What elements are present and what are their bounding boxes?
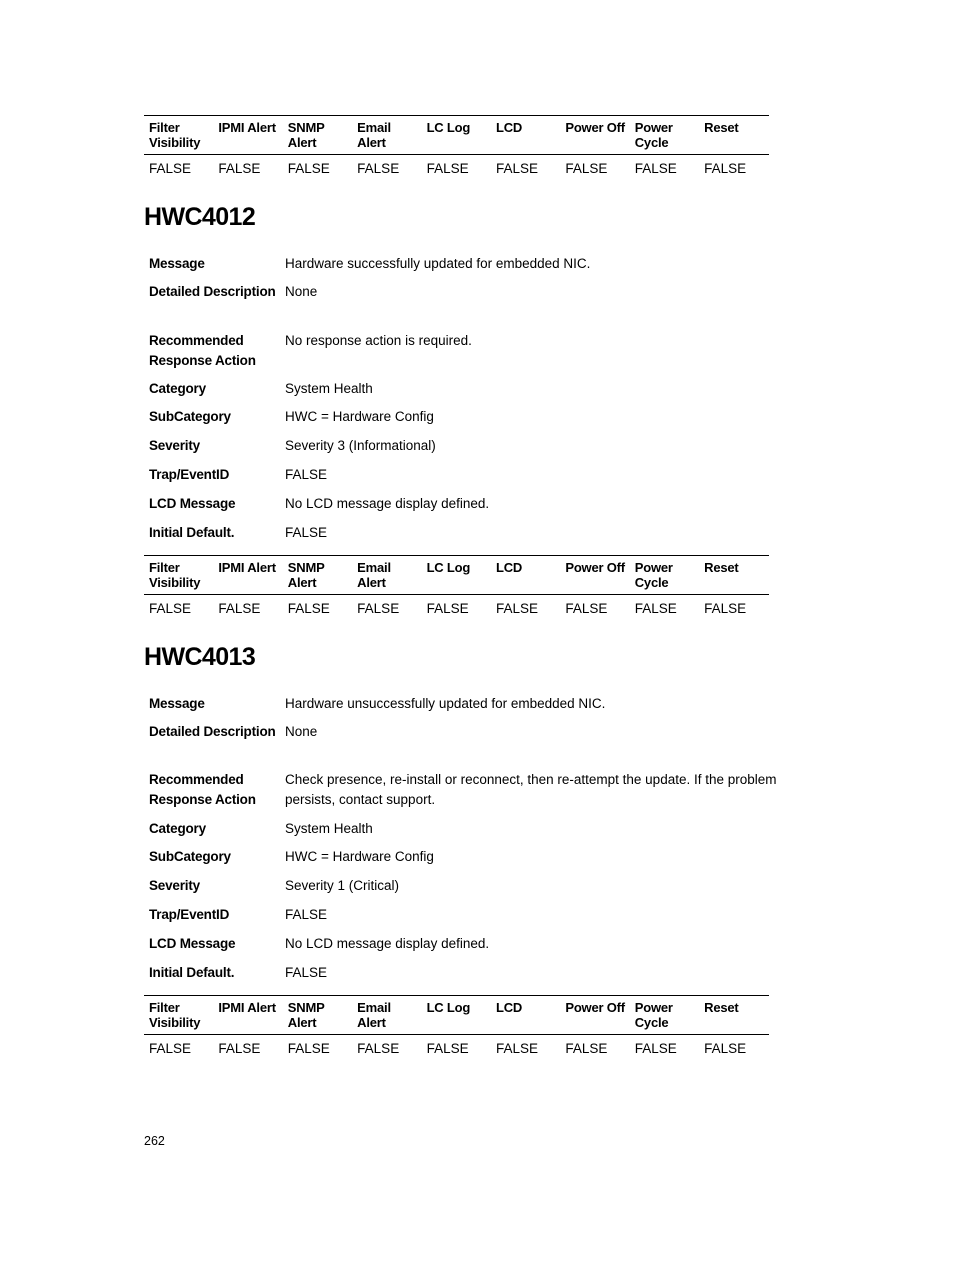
cell-reset: FALSE <box>704 1041 747 1056</box>
cell-power-off: FALSE <box>565 161 608 176</box>
cell-lcd: FALSE <box>495 1041 538 1056</box>
property-row-recommended-response-action <box>149 331 829 370</box>
property-value: FALSE <box>285 525 328 540</box>
property-value: FALSE <box>285 965 328 980</box>
property-row-detailed-description <box>149 722 829 742</box>
property-row-recommended-response-action <box>149 770 829 809</box>
property-row-trap-eventid <box>149 905 829 925</box>
cell-power-off: FALSE <box>565 601 608 616</box>
property-label: Trap/EventID <box>149 467 230 482</box>
cell-lc-log: FALSE <box>426 1041 469 1056</box>
cell-lcd: FALSE <box>495 161 538 176</box>
property-value: FALSE <box>285 907 328 922</box>
header-snmp-alert: SNMP Alert <box>287 560 325 590</box>
table-header-row <box>144 996 769 1035</box>
property-label: SubCategory <box>149 849 231 864</box>
cell-power-off: FALSE <box>565 1041 608 1056</box>
cell-filter-visibility: FALSE <box>149 161 192 176</box>
cell-lc-log: FALSE <box>426 161 469 176</box>
alert-actions-table-top <box>144 115 769 184</box>
property-row-initial-default <box>149 963 829 983</box>
header-ipmi-alert: IPMI Alert <box>218 120 276 135</box>
table-header-row <box>144 556 769 595</box>
property-label: Detailed Description <box>149 724 276 739</box>
header-reset: Reset <box>704 120 739 135</box>
header-lcd: LCD <box>495 120 523 135</box>
header-lcd: LCD <box>495 1000 523 1015</box>
property-row-message <box>149 694 829 714</box>
header-power-cycle: Power Cycle <box>634 120 673 150</box>
property-value: FALSE <box>285 467 328 482</box>
header-email-alert: Email Alert <box>357 1000 391 1030</box>
header-power-cycle: Power Cycle <box>634 1000 673 1030</box>
property-row-severity <box>149 436 829 456</box>
header-power-cycle: Power Cycle <box>634 560 673 590</box>
cell-email-alert: FALSE <box>357 161 400 176</box>
property-value: Hardware unsuccessfully updated for embedded NIC. <box>285 696 606 711</box>
property-value: System Health <box>285 821 373 836</box>
cell-reset: FALSE <box>704 601 747 616</box>
property-row-trap-eventid <box>149 465 829 485</box>
property-row-subcategory <box>149 847 829 867</box>
property-label: Recommended Response Action <box>149 772 256 807</box>
property-value: Hardware successfully updated for embedded NIC. <box>285 256 591 271</box>
header-filter-visibility: Filter Visibility <box>149 1000 201 1030</box>
property-value: No response action is required. <box>285 333 472 348</box>
header-reset: Reset <box>704 1000 739 1015</box>
property-row-subcategory <box>149 407 829 427</box>
property-value: Severity 1 (Critical) <box>285 878 400 893</box>
header-email-alert: Email Alert <box>357 120 391 150</box>
cell-snmp-alert: FALSE <box>287 161 330 176</box>
property-label: Message <box>149 256 205 271</box>
table-header-row <box>144 116 769 155</box>
header-lc-log: LC Log <box>426 560 471 575</box>
property-label: Message <box>149 696 205 711</box>
header-power-off: Power Off <box>565 1000 625 1015</box>
header-power-off: Power Off <box>565 560 625 575</box>
cell-reset: FALSE <box>704 161 747 176</box>
page-number: 262 <box>144 1134 165 1148</box>
property-value: Check presence, re-install or reconnect, then re-attempt the update. If the problem persists, contact support. <box>285 772 777 807</box>
header-power-off: Power Off <box>565 120 625 135</box>
property-label: Initial Default. <box>149 525 235 540</box>
property-row-category <box>149 819 829 839</box>
header-filter-visibility: Filter Visibility <box>149 560 201 590</box>
alert-actions-table-hwc4012 <box>144 555 769 624</box>
property-value: HWC = Hardware Config <box>285 409 434 424</box>
cell-ipmi-alert: FALSE <box>218 1041 261 1056</box>
property-row-message <box>149 254 829 274</box>
property-value: None <box>285 284 318 299</box>
section-title-hwc4012: HWC4012 <box>144 203 256 231</box>
property-value: HWC = Hardware Config <box>285 849 434 864</box>
property-label: Detailed Description <box>149 284 276 299</box>
property-row-initial-default <box>149 523 829 543</box>
property-label: Category <box>149 381 206 396</box>
cell-email-alert: FALSE <box>357 601 400 616</box>
property-label: Trap/EventID <box>149 907 230 922</box>
header-reset: Reset <box>704 560 739 575</box>
property-row-severity <box>149 876 829 896</box>
header-snmp-alert: SNMP Alert <box>287 120 325 150</box>
header-ipmi-alert: IPMI Alert <box>218 560 276 575</box>
property-value: None <box>285 724 318 739</box>
cell-email-alert: FALSE <box>357 1041 400 1056</box>
header-email-alert: Email Alert <box>357 560 391 590</box>
cell-ipmi-alert: FALSE <box>218 601 261 616</box>
property-label: LCD Message <box>149 936 236 951</box>
header-ipmi-alert: IPMI Alert <box>218 1000 276 1015</box>
table-row <box>144 155 769 184</box>
header-filter-visibility: Filter Visibility <box>149 120 201 150</box>
cell-snmp-alert: FALSE <box>287 1041 330 1056</box>
property-value: System Health <box>285 381 373 396</box>
section-title-hwc4013: HWC4013 <box>144 643 256 671</box>
property-label: Severity <box>149 438 200 453</box>
cell-power-cycle: FALSE <box>634 601 677 616</box>
cell-filter-visibility: FALSE <box>149 601 192 616</box>
property-label: SubCategory <box>149 409 231 424</box>
alert-actions-table-hwc4013 <box>144 995 769 1064</box>
cell-power-cycle: FALSE <box>634 161 677 176</box>
table-row <box>144 1035 769 1064</box>
cell-power-cycle: FALSE <box>634 1041 677 1056</box>
header-snmp-alert: SNMP Alert <box>287 1000 325 1030</box>
header-lc-log: LC Log <box>426 1000 471 1015</box>
cell-ipmi-alert: FALSE <box>218 161 261 176</box>
property-row-lcd-message <box>149 934 829 954</box>
property-label: Recommended Response Action <box>149 333 256 368</box>
property-label: Category <box>149 821 206 836</box>
header-lcd: LCD <box>495 560 523 575</box>
property-row-detailed-description <box>149 282 829 302</box>
property-value: Severity 3 (Informational) <box>285 438 436 453</box>
property-row-category <box>149 379 829 399</box>
property-value: No LCD message display defined. <box>285 496 490 511</box>
property-row-lcd-message <box>149 494 829 514</box>
cell-lcd: FALSE <box>495 601 538 616</box>
cell-snmp-alert: FALSE <box>287 601 330 616</box>
property-label: Severity <box>149 878 200 893</box>
property-value: No LCD message display defined. <box>285 936 490 951</box>
header-lc-log: LC Log <box>426 120 471 135</box>
property-label: LCD Message <box>149 496 236 511</box>
table-row <box>144 595 769 624</box>
cell-filter-visibility: FALSE <box>149 1041 192 1056</box>
property-label: Initial Default. <box>149 965 235 980</box>
cell-lc-log: FALSE <box>426 601 469 616</box>
